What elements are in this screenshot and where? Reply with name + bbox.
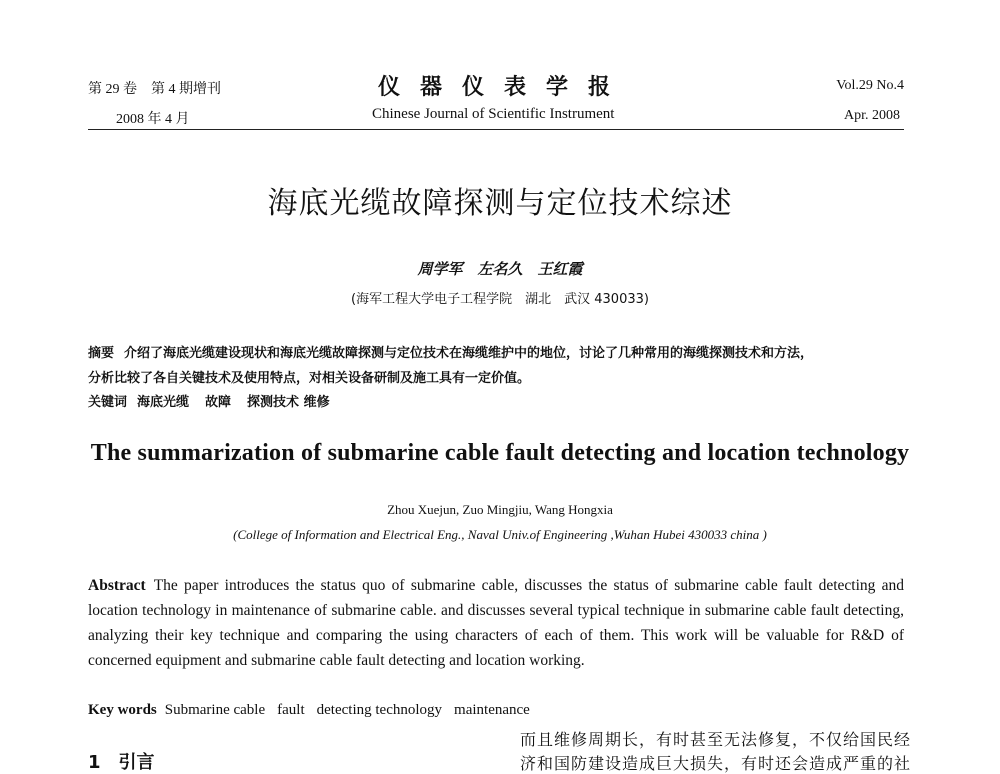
keyword-en-item: Submarine cable (164, 702, 266, 718)
section-heading-intro: 1 引言 (88, 752, 155, 773)
abstract-en-label: Abstract (88, 577, 146, 594)
abstract-en (88, 573, 904, 673)
abstract-cn-label: 摘要 (88, 346, 115, 361)
authors-en: Zhou Xuejun, Zuo Mingjiu, Wang Hongxia (387, 502, 613, 517)
keywords-en (88, 702, 530, 719)
abstract-en-text: The paper introduces the status quo of submarine cable, discusses the status of submarine cable fault detecting and location technology in maintenance of submarine cable. and discusses several typical technique in submarine cable fault detecting, analyzing their key technique and comparing the using characters of each of them. This work will be valuable for R&D of concerned equipment and submarine cable fault detecting and location working. (88, 577, 904, 669)
abstract-cn-line2: 分析比较了各自关键技术及使用特点，对相关设备研制及施工具有一定价值。 (88, 371, 531, 386)
abstract-cn-text-1: 介绍了海底光缆建设现状和海底光缆故障探测与定位技术在海缆维护中的地位，讨论了几种常用的海缆探测技术和方法， (124, 346, 814, 361)
authors-cn: 周学军 左名久 王红霞 (417, 260, 583, 278)
body-right-line1: 而且维修周期长，有时甚至无法修复，不仅给国民经 (520, 730, 912, 749)
keyword-cn-item: 故障 (205, 395, 232, 410)
affiliation-cn: (海军工程大学电子工程学院 湖北 武汉 430033) (351, 292, 649, 307)
keyword-en-item: maintenance (454, 702, 530, 718)
keyword-cn-item: 探测技术 维修 (247, 395, 330, 410)
paper-title-cn: 海底光缆故障探测与定位技术综述 (267, 186, 733, 221)
abstract-cn-line1 (88, 342, 813, 361)
keywords-cn-label: 关键词 (88, 395, 128, 410)
keyword-en-item: fault (277, 702, 305, 718)
affiliation-en: (College of Information and Electrical Eng., Naval Univ.of Engineering ,Wuhan Hubei 430033 china ) (233, 527, 767, 542)
journal-title-cn: 仪器仪表学报 (378, 75, 631, 100)
volume-issue-en: Vol.29 No.4 (836, 78, 904, 93)
keywords-en-label: Key words (88, 702, 157, 718)
keywords-cn (88, 391, 330, 410)
keyword-en-item: detecting technology (316, 702, 443, 718)
header-rule (88, 129, 904, 130)
body-right-line2: 济和国防建设造成巨大损失，有时还会造成严重的社 (520, 754, 912, 773)
volume-issue-cn: 第 29 卷 第 4 期增刊 (88, 82, 221, 97)
date-cn: 2008 年 4 月 (116, 112, 190, 127)
date-en: Apr. 2008 (844, 108, 900, 123)
journal-title-en: Chinese Journal of Scientific Instrument (372, 106, 615, 122)
paper-title-en: The summarization of submarine cable fault detecting and location technology (90, 440, 910, 466)
keyword-cn-item: 海底光缆 (137, 395, 190, 410)
